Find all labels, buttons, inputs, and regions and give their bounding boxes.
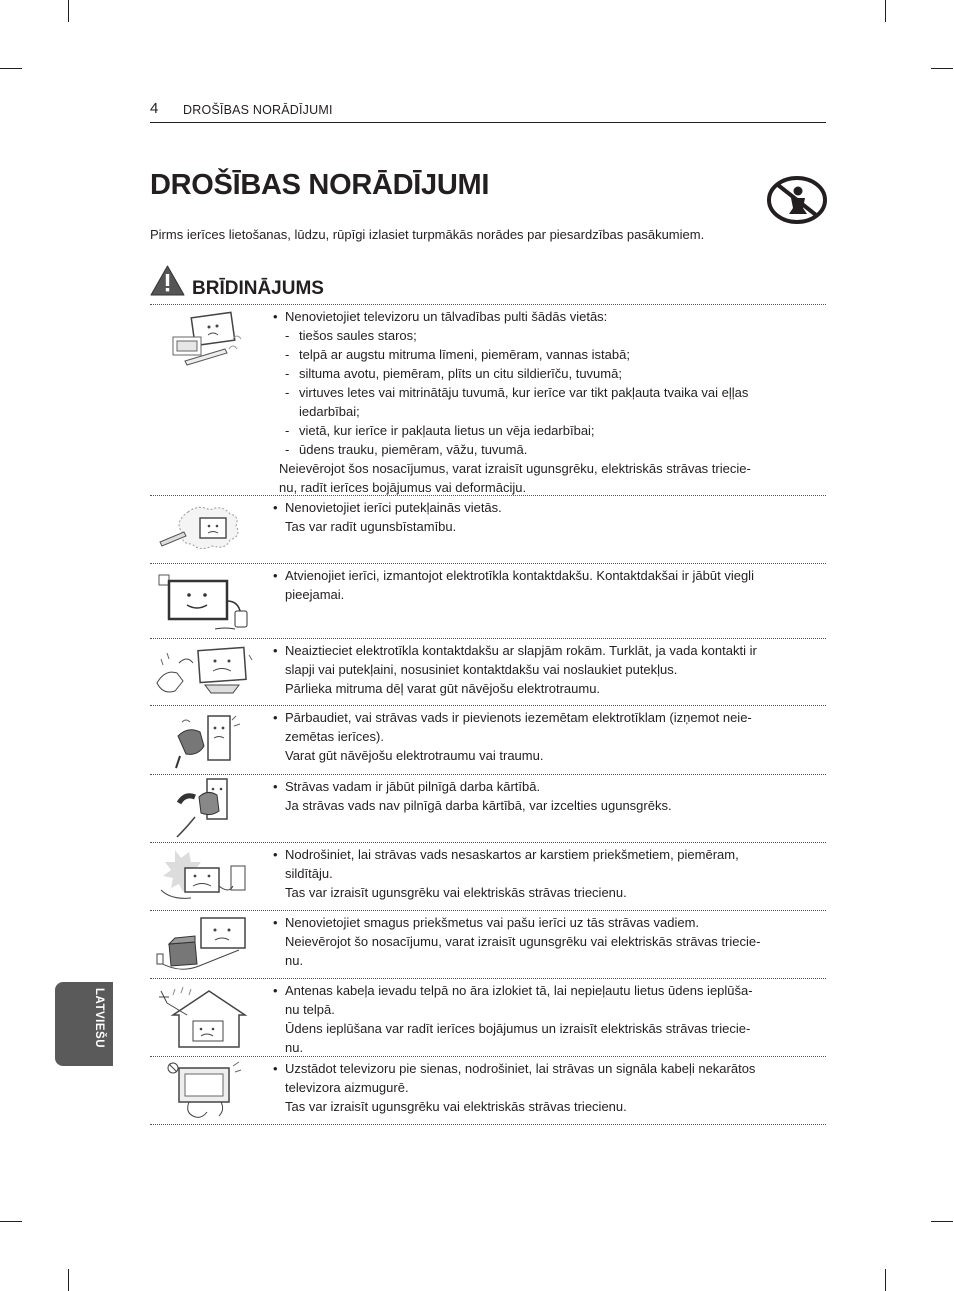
warning-line: • Strāvas vadam ir jābūt pilnīgā darba kārtībā. bbox=[273, 777, 814, 796]
warning-text bbox=[273, 307, 814, 497]
warning-line: Ūdens ieplūšana var radīt ierīces bojājumus un izraisīt elektriskās strāvas triecie- bbox=[285, 1021, 751, 1036]
warning-line: iedarbībai; bbox=[299, 404, 360, 419]
warning-text bbox=[273, 777, 814, 815]
warning-text bbox=[273, 498, 814, 536]
warning-line: nu telpā. bbox=[285, 1002, 335, 1017]
warning-line: Tas var izraisīt ugunsgrēku vai elektriskās strāvas triecienu. bbox=[285, 1099, 627, 1114]
no-children-icon bbox=[767, 176, 827, 224]
language-tab bbox=[55, 982, 113, 1066]
secure-plug-icon bbox=[150, 775, 260, 843]
intro-text: Pirms ierīces lietošanas, lūdzu, rūpīgi izlasiet turpmākās norādes par piesardzības pasākumiem. bbox=[150, 227, 705, 242]
warning-line: • Uzstādot televizoru pie sienas, nodrošiniet, lai strāvas un signāla kabeļi nekarātos bbox=[273, 1059, 814, 1078]
heavy-object-on-cable-icon bbox=[150, 911, 260, 979]
crop-mark bbox=[0, 1221, 22, 1222]
warning-line: pieejamai. bbox=[285, 587, 345, 602]
wall-mount-cables-icon bbox=[150, 1057, 260, 1125]
warning-line: • Atvienojiet ierīci, izmantojot elektrotīkla kontaktdakšu. Kontaktdakšai ir jābūt viegli bbox=[273, 566, 814, 585]
page-number: 4 bbox=[150, 100, 159, 117]
cable-near-heater-icon bbox=[150, 843, 260, 911]
tv-in-damp-places-icon bbox=[150, 305, 260, 375]
warning-text bbox=[273, 981, 814, 1057]
warning-line: Neievērojot šo nosacījumu, varat izraisīt ugunsgrēku vai elektriskās strāvas triecie- bbox=[285, 934, 761, 949]
crop-mark bbox=[68, 0, 69, 22]
warning-row bbox=[150, 305, 826, 496]
antenna-cable-house-icon bbox=[150, 979, 260, 1057]
warning-line: Pārlieka mitruma dēļ varat gūt nāvējošu elektrotraumu. bbox=[285, 681, 601, 696]
warning-text bbox=[273, 708, 814, 765]
warning-row bbox=[150, 496, 826, 564]
language-tab-label: LATVIEŠU bbox=[93, 988, 105, 1049]
warning-line: • Antenas kabeļa ievadu telpā no āra izlokiet tā, lai nepieļautu lietus ūdens ieplūša- bbox=[273, 981, 814, 1000]
warning-text bbox=[273, 845, 814, 902]
crop-mark bbox=[885, 1269, 886, 1291]
grounded-outlet-icon bbox=[150, 706, 260, 775]
warning-row bbox=[150, 1057, 826, 1125]
warning-line: - tiešos saules staros; bbox=[273, 326, 814, 345]
warning-text bbox=[273, 913, 814, 970]
warning-line: Neievērojot šos nosacījumus, varat izraisīt ugunsgrēku, elektriskās strāvas triecie- bbox=[279, 461, 751, 476]
crop-mark bbox=[931, 68, 953, 69]
warning-line: nu, radīt ierīces bojājumus vai deformāciju. bbox=[279, 480, 527, 495]
warning-line: sildītāju. bbox=[285, 866, 333, 881]
warning-line: televizora aizmugurē. bbox=[285, 1080, 409, 1095]
warning-heading bbox=[150, 265, 826, 305]
warning-line: • Nenovietojiet smagus priekšmetus vai pašu ierīci uz tās strāvas vadiem. bbox=[273, 913, 814, 932]
warning-line: Tas var izraisīt ugunsgrēku vai elektriskās strāvas triecienu. bbox=[285, 885, 627, 900]
warning-line: nu. bbox=[285, 953, 304, 968]
warning-line: • Nodrošiniet, lai strāvas vads nesaskartos ar karstiem priekšmetiem, piemēram, bbox=[273, 845, 814, 864]
warning-text bbox=[273, 641, 814, 698]
warning-line: Ja strāvas vads nav pilnīgā darba kārtībā, var izcelties ugunsgrēks. bbox=[285, 798, 672, 813]
warning-line: • Neaiztieciet elektrotīkla kontaktdakšu ar slapjām rokām. Turklāt, ja vada kontakti ir bbox=[273, 641, 814, 660]
crop-mark bbox=[885, 0, 886, 22]
warning-line: - telpā ar augstu mitruma līmeni, piemēram, vannas istabā; bbox=[273, 345, 814, 364]
page-header bbox=[150, 100, 826, 123]
warning-row bbox=[150, 706, 826, 775]
warning-line: zemētas ierīces). bbox=[285, 729, 384, 744]
warning-line: nu. bbox=[285, 1040, 304, 1055]
wet-hands-plug-icon bbox=[150, 639, 260, 706]
warning-line: - ūdens trauku, piemēram, vāžu, tuvumā. bbox=[273, 440, 814, 459]
warning-row bbox=[150, 639, 826, 706]
warning-row bbox=[150, 775, 826, 843]
warning-line: - siltuma avotu, piemēram, plīts un citu sildierīču, tuvumā; bbox=[273, 364, 814, 383]
warning-title: BRĪDINĀJUMS bbox=[192, 278, 324, 299]
warning-line: - vietā, kur ierīce ir pakļauta lietus un vēja iedarbībai; bbox=[273, 421, 814, 440]
warning-line: slapji vai putekļaini, nosusiniet kontaktdakšu vai noslaukiet putekļus. bbox=[285, 662, 678, 677]
warning-line: - virtuves letes vai mitrinātāju tuvumā, kur ierīce var tikt pakļauta tvaika vai eļļas bbox=[273, 383, 814, 402]
crop-mark bbox=[931, 1221, 953, 1222]
warning-text bbox=[273, 566, 814, 604]
warning-line: • Nenovietojiet ierīci putekļainās vietās. bbox=[273, 498, 814, 517]
warning-triangle-icon bbox=[150, 265, 185, 296]
crop-mark bbox=[68, 1269, 69, 1291]
warning-row bbox=[150, 564, 826, 639]
warning-row bbox=[150, 979, 826, 1057]
page-title: DROŠĪBAS NORĀDĪJUMI bbox=[150, 169, 490, 201]
warning-line: Varat gūt nāvējošu elektrotraumu vai traumu. bbox=[285, 748, 544, 763]
warning-text bbox=[273, 1059, 814, 1116]
running-header-title: DROŠĪBAS NORĀDĪJUMI bbox=[183, 103, 333, 117]
power-plug-access-icon bbox=[150, 564, 260, 639]
warning-line: Tas var radīt ugunsbīstamību. bbox=[285, 519, 457, 534]
warning-row bbox=[150, 843, 826, 911]
warning-row bbox=[150, 911, 826, 979]
warning-line: • Nenovietojiet televizoru un tālvadības pulti šādās vietās: bbox=[273, 307, 814, 326]
warnings-table bbox=[150, 304, 826, 1125]
crop-mark bbox=[0, 68, 22, 69]
dusty-place-icon bbox=[150, 496, 260, 564]
warning-line: • Pārbaudiet, vai strāvas vads ir pievienots iezemētam elektrotīklam (izņemot neie- bbox=[273, 708, 814, 727]
